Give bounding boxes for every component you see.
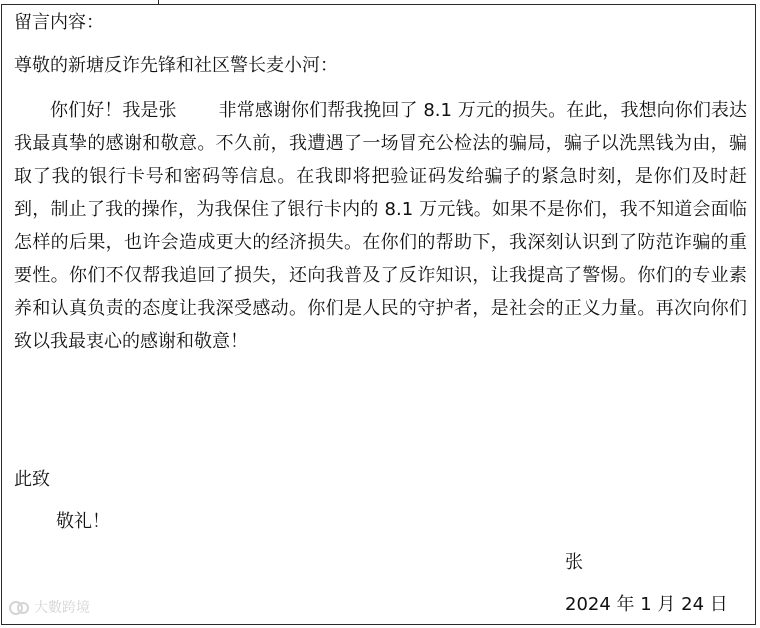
watermark xyxy=(8,598,90,618)
letter-body xyxy=(14,94,747,358)
letter-salutation: 尊敬的新塘反诈先锋和社区警长麦小河： xyxy=(14,55,338,76)
watermark-text: 大數跨境 xyxy=(34,600,90,616)
letter-body-opening: 你们好！我是张 xyxy=(50,100,177,121)
letter-date: 2024 年 1 月 24 日 xyxy=(565,594,728,615)
closing-salute: 敬礼！ xyxy=(56,511,110,532)
frame-divider xyxy=(158,0,159,5)
logo-icon xyxy=(8,599,30,617)
letter-body-main: 非常感谢你们帮我挽回了 8.1 万元的损失。在此，我想向你们表达我最真挚的感谢和敬意。不久前，我遭遇了一场冒充公检法的骗局，骗子以洗黑钱为由，骗取了我的银行卡号和密码等信息。在我即将把验证码发给骗子的紧急时刻，是你们及时赶到，制止了我的操作，为我保住了银行卡内的 8.1 万元钱。如果不是你们，我不知道会面临怎样的后果，也许会造成更大的经济损失。在你们的帮助下，我深刻认识到了防范诈骗的重要性。你们不仅帮我追回了损失，还向我普及了反诈知识，让我提高了警惕。你们的专业素养和认真负责的态度让我深受感动。你们是人民的守护者，是社会的正义力量。再次向你们致以我最衷心的感谢和敬意！ xyxy=(14,100,747,352)
signature-name: 张 xyxy=(565,552,583,573)
message-heading: 留言内容： xyxy=(14,12,104,33)
closing-phrase: 此致 xyxy=(14,469,50,490)
